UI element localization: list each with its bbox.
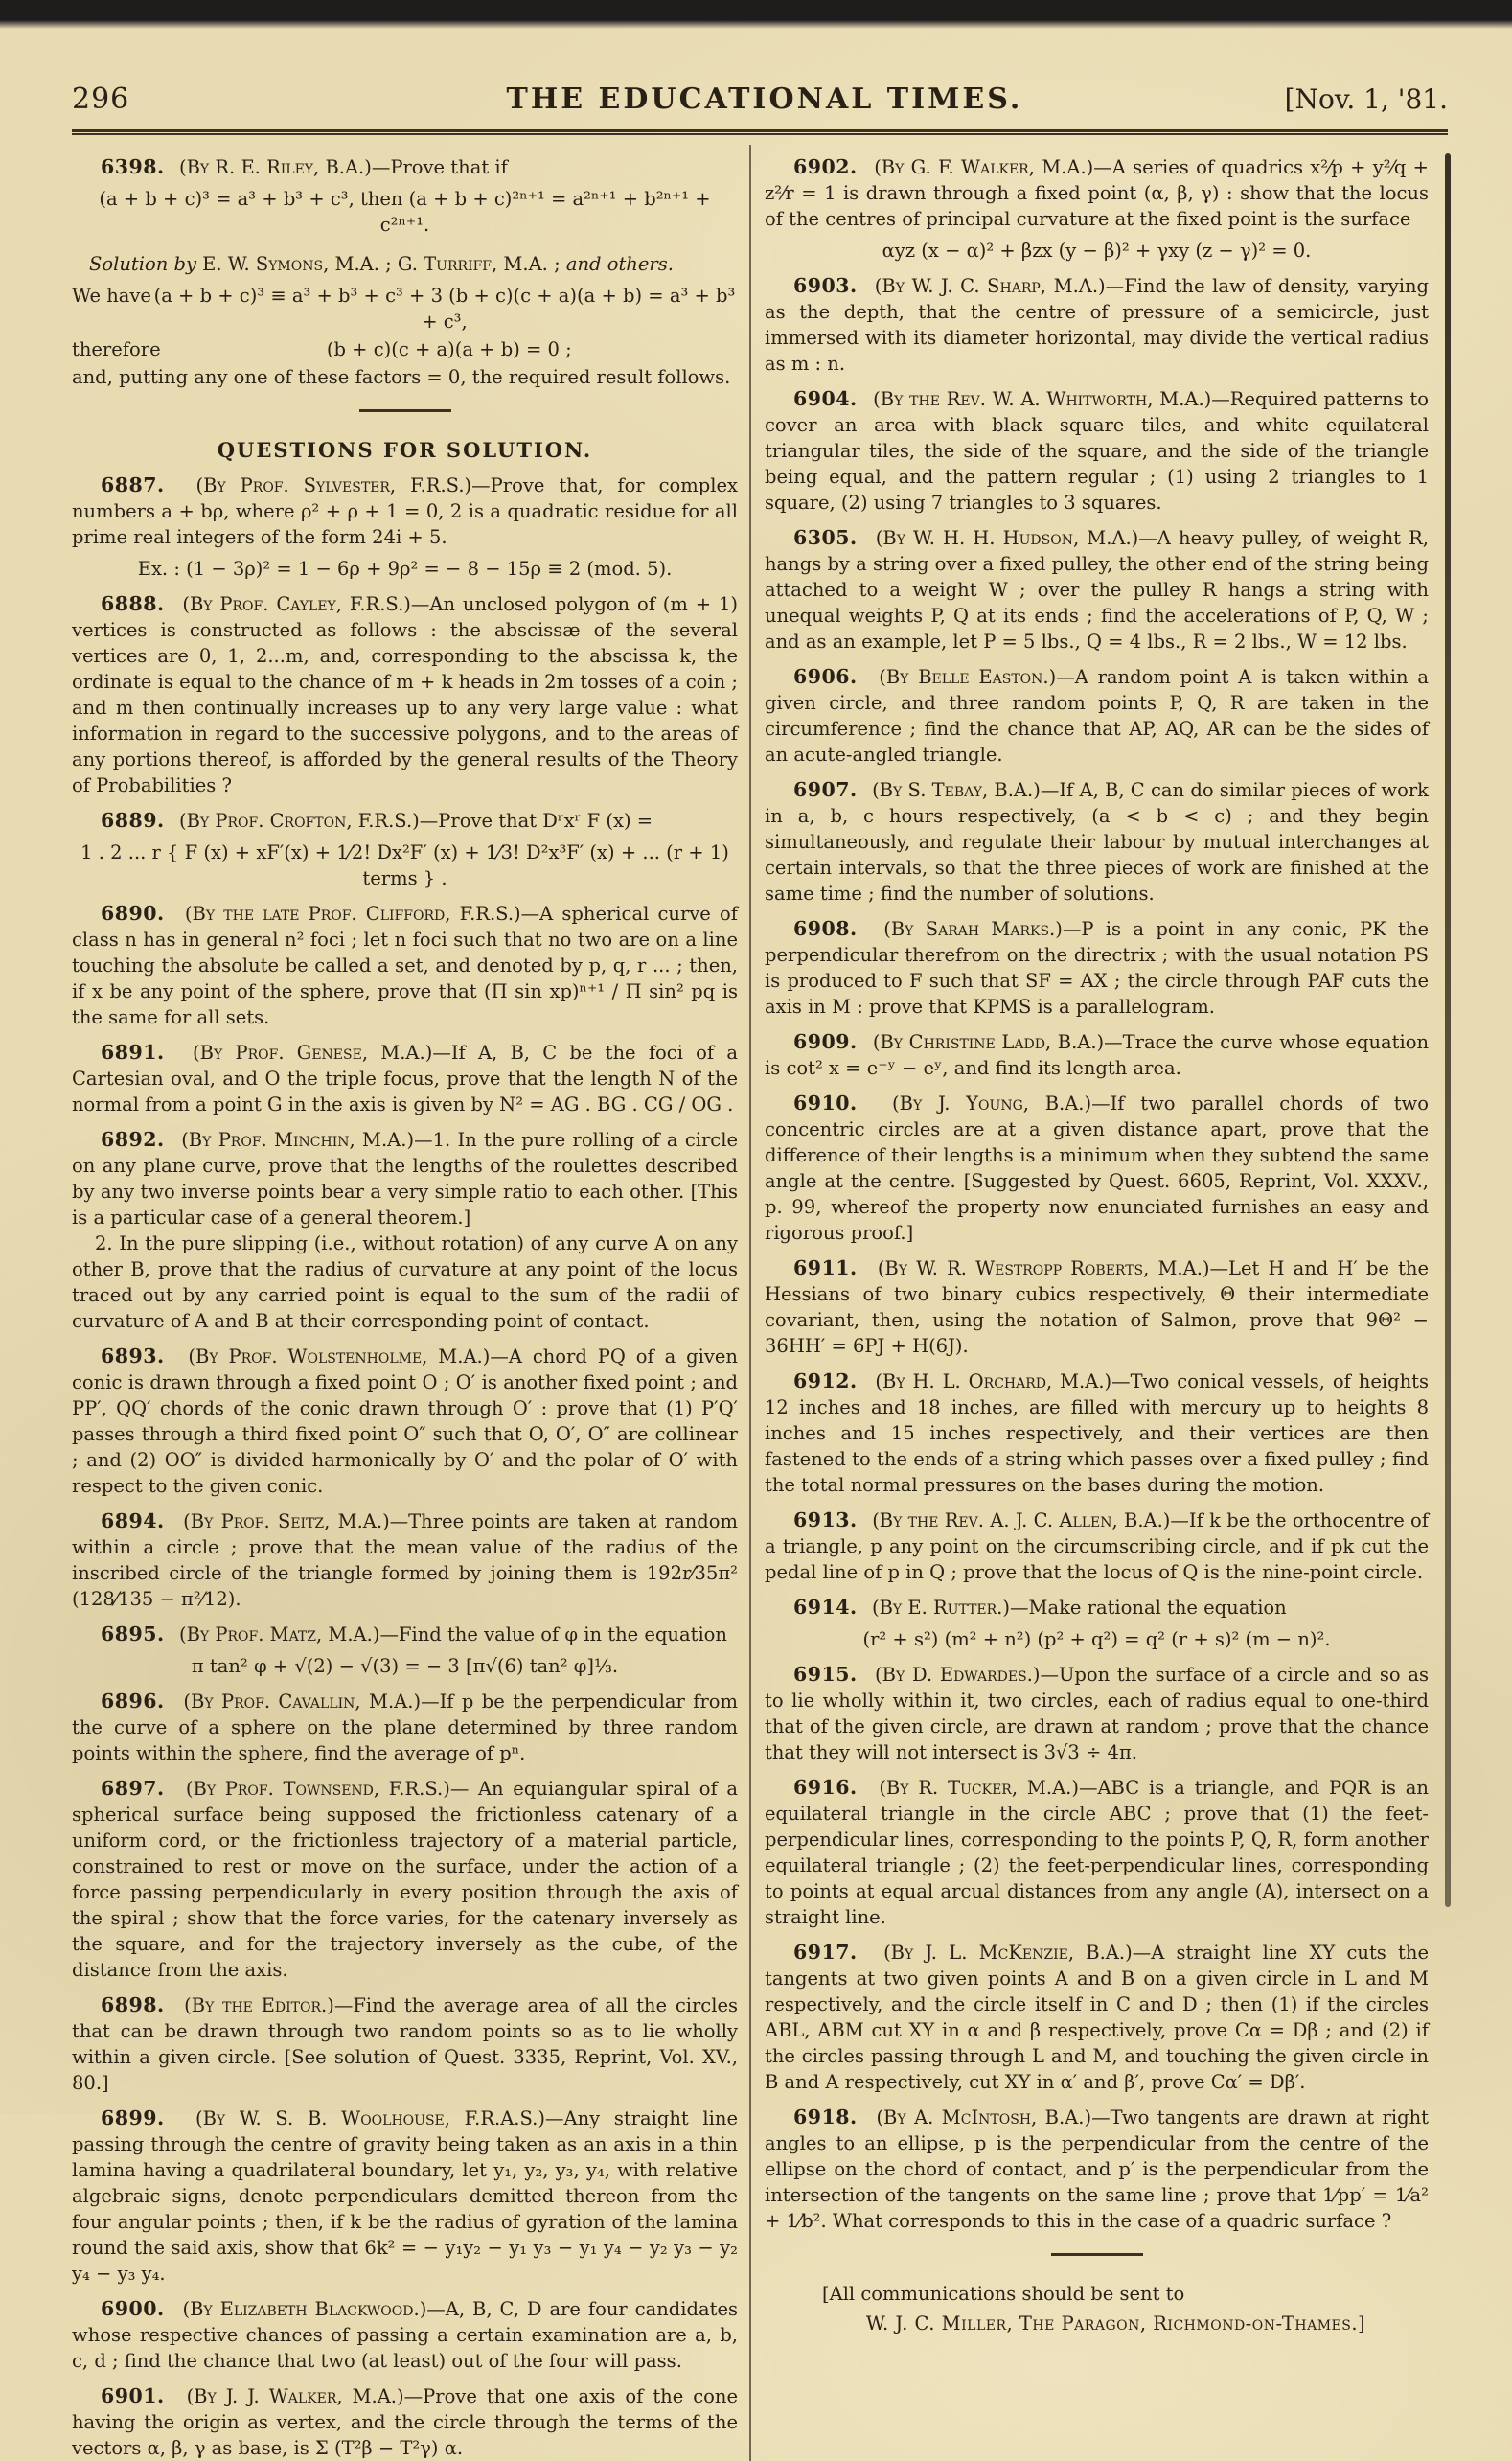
question-body: —Prove that one axis of the cone having the origin as vertex, and the circle through the terms of the vectors α, β, γ as base, is Σ (T²β − T²γ) α. xyxy=(72,2385,738,2459)
question-body: —Make rational the equation xyxy=(1009,1597,1287,1619)
question-author: (By R. E. Riley, B.A.) xyxy=(178,156,372,178)
question-author: (By W. R. Westropp Roberts, M.A.) xyxy=(877,1257,1210,1279)
question-author: (By Christine Ladd, B.A.) xyxy=(872,1031,1105,1053)
question-author: (By Prof. Wolstenholme, M.A.) xyxy=(188,1346,491,1368)
question-author: (By W. J. C. Sharp, M.A.) xyxy=(874,275,1106,297)
question-body: —Find the value of φ in the equation xyxy=(379,1623,727,1645)
question-number: 6912. xyxy=(793,1369,858,1392)
question-formula: (r² + s²) (m² + n²) (p² + q²) = q² (r + s)² (m − n)². xyxy=(862,1628,1331,1650)
solution-statement-formula: (a + b + c)³ = a³ + b³ + c³, then (a + b + c)²ⁿ⁺¹ = a²ⁿ⁺¹ + b²ⁿ⁺¹ + c²ⁿ⁺¹. xyxy=(99,188,711,236)
question-author: (By J. Young, B.A.) xyxy=(892,1092,1092,1115)
question-number: 6893. xyxy=(101,1345,165,1368)
question-author: (By H. L. Orchard, M.A.) xyxy=(875,1370,1112,1392)
question-item xyxy=(765,2104,1429,2234)
question-number: 6894. xyxy=(101,1509,165,1532)
question-number: 6891. xyxy=(101,1041,165,1064)
question-author: (By Prof. Sylvester, F.R.S.) xyxy=(195,474,472,496)
question-body: —If k be the orthocentre of a triangle, p any point on the circumscribing circle, and if pk cut the pedal line of p in Q ; prove that the locus of Q is the nine-point circle. xyxy=(765,1509,1429,1583)
question-number: 6901. xyxy=(101,2384,165,2407)
question-item xyxy=(72,2105,738,2287)
question-item xyxy=(72,1344,738,1499)
solution-line-3: and, putting any one of these factors = 0, the required result follows. xyxy=(72,366,731,388)
question-number: 6903. xyxy=(793,274,858,297)
question-item xyxy=(765,1029,1429,1081)
question-item xyxy=(72,1622,738,1679)
question-author: (By D. Edwardes.) xyxy=(875,1664,1041,1686)
question-body: —ABC is a triangle, and PQR is an equilateral triangle in the circle ABC ; prove that (1) the feet-perpendicular lines, corresponding to the points P, Q, R, form another equilateral triangle ; (2) the feet-perpendicular lines, corresponding to points at equal arcual distances from any angle (A), intersect on a straight line. xyxy=(765,1777,1429,1928)
question-number: 6908. xyxy=(793,917,858,940)
footer-divider-rule xyxy=(1051,2253,1143,2256)
question-body: —1. In the pure rolling of a circle on any plane curve, prove that the lengths of the roulettes described by any two inverse points bear a very simple ratio to each other. [This is a particular case of a general theorem.] xyxy=(72,1129,738,1229)
question-author: (By the late Prof. Clifford, F.R.S.) xyxy=(184,903,521,925)
question-author: (By R. Tucker, M.A.) xyxy=(879,1777,1079,1799)
question-item xyxy=(765,1507,1429,1585)
question-item xyxy=(765,525,1429,655)
section-divider-rule xyxy=(359,409,451,412)
page-date: [Nov. 1, '81. xyxy=(1284,83,1448,115)
footer-line-1: [All communications should be sent to xyxy=(822,2283,1185,2305)
question-body: —Prove that, for complex numbers a + bρ, where ρ² + ρ + 1 = 0, 2 is a quadratic residue for all prime real integers of the form 24i + 5. xyxy=(72,474,739,548)
question-formula: π tan² φ + √(2) − √(3) = − 3 [π√(6) tan² φ]⅓. xyxy=(191,1655,619,1677)
photo-top-edge xyxy=(0,0,1512,29)
question-body: —Upon the surface of a circle and so as to lie wholly within it, two circles, each of radius equal to one-third that of the given circle, are drawn at random ; prove that the chance that they will not intersect is 3√3 ÷ 4π. xyxy=(765,1664,1429,1763)
question-number: 6888. xyxy=(101,592,165,615)
question-author: (By J. L. McKenzie, B.A.) xyxy=(883,1942,1133,1964)
question-number: 6895. xyxy=(101,1622,165,1645)
question-author: (By E. Rutter.) xyxy=(871,1597,1010,1619)
solution-line2-formula: (b + c)(c + a)(a + b) = 0 ; xyxy=(326,338,572,360)
question-author: (By the Rev. W. A. Whitworth, M.A.) xyxy=(873,388,1212,410)
question-body: —A, B, C, D are four candidates whose respective chances of passing a certain examination are a, b, c, d ; find the chance that two (at least) out of the four will pass. xyxy=(72,2298,738,2372)
question-number: 6917. xyxy=(793,1941,858,1964)
questions-right-list xyxy=(765,154,1429,2234)
question-number: 6900. xyxy=(101,2297,165,2320)
question-number: 6914. xyxy=(793,1596,858,1619)
question-author: (By Prof. Genese, M.A.) xyxy=(193,1042,433,1064)
question-item xyxy=(765,154,1429,264)
question-number: 6899. xyxy=(101,2106,165,2129)
question-formula: αyz (x − α)² + βzx (y − β)² + γxy (z − γ)² = 0. xyxy=(882,240,1312,262)
question-author: (By Prof. Townsend, F.R.S.) xyxy=(185,1778,450,1800)
solution-line-1 xyxy=(72,283,738,334)
question-item xyxy=(72,2383,738,2461)
solution-line-2 xyxy=(72,336,738,362)
question-number: 6913. xyxy=(793,1508,858,1531)
question-item xyxy=(765,1368,1429,1498)
question-author: (By Prof. Matz, M.A.) xyxy=(178,1623,380,1645)
question-number: 6889. xyxy=(101,809,165,832)
page xyxy=(72,82,1448,2461)
question-item xyxy=(765,386,1429,516)
question-body: —If p be the perpendicular from the curve of a sphere on the plane determined by three random points within the sphere, find the average of pⁿ. xyxy=(72,1690,739,1764)
question-author: (By the Rev. A. J. C. Allen, B.A.) xyxy=(872,1509,1171,1531)
question-number: 6890. xyxy=(101,902,165,925)
question-formula: Ex. : (1 − 3ρ)² = 1 − 6ρ + 9ρ² = − 8 − 15ρ ≡ 2 (mod. 5). xyxy=(137,558,673,580)
question-number: 6887. xyxy=(101,473,165,496)
question-item xyxy=(765,916,1429,1020)
question-body: —Two conical vessels, of heights 12 inches and 18 inches, are filled with mercury up to heights 8 inches and 15 inches respectively, and their vertices are then fastened to the ends of a string which passes over a fixed pulley ; find the total normal pressures on the bases during the motion. xyxy=(765,1370,1430,1496)
question-number: 6902. xyxy=(793,155,858,178)
question-number: 6910. xyxy=(793,1092,858,1115)
question-author: (By Elizabeth Blackwood.) xyxy=(182,2298,427,2320)
question-body: —Prove that Dʳxʳ F (x) = xyxy=(419,810,653,832)
question-author: (By J. J. Walker, M.A.) xyxy=(186,2385,404,2407)
question-number: 6904. xyxy=(793,387,858,410)
solution-item-6398 xyxy=(72,154,738,390)
question-author: (By Prof. Seitz, M.A.) xyxy=(183,1510,390,1532)
question-item xyxy=(765,1775,1429,1930)
question-body: —A random point A is taken within a given circle, and three random points P, Q, R are taken in the circumference ; find the chance that AP, AQ, AR can be the sides of an acute-angled triangle. xyxy=(765,666,1430,766)
question-item xyxy=(765,1091,1429,1246)
left-column xyxy=(72,145,749,2461)
question-body: —A spherical curve of class n has in general n² foci ; let n foci such that no two are on a line touching the absolute be called a set, and denoted by p, q, r ... ; then, if x be any point of the sphere, prove that (Π sin xp)ⁿ⁺¹ / Π sin² pq is the same for all sets. xyxy=(72,903,738,1028)
communications-footer xyxy=(765,2281,1429,2336)
question-number: 6398. xyxy=(101,155,165,178)
question-number: 6911. xyxy=(793,1256,858,1279)
question-author: (By Belle Easton.) xyxy=(879,666,1057,688)
header-double-rule xyxy=(72,129,1448,135)
questions-left-list xyxy=(72,472,738,2461)
question-item xyxy=(765,777,1429,907)
solution-line1-label: We have xyxy=(72,285,151,307)
question-author: (By Prof. Cavallin, M.A.) xyxy=(183,1690,422,1713)
right-column xyxy=(751,145,1429,2461)
footer-line-2: W. J. C. Miller, The Paragon, Richmond-on-Thames.] xyxy=(865,2312,1366,2334)
question-number: 6915. xyxy=(793,1663,858,1686)
question-item xyxy=(72,808,738,891)
question-item xyxy=(72,1776,738,1983)
question-item xyxy=(765,1662,1429,1765)
question-number: 6918. xyxy=(793,2105,858,2128)
question-body: —Find the average area of all the circles that can be drawn through two random points so as to lie wholly within a given circle. [See solution of Quest. 3335, Reprint, Vol. XV., 80.] xyxy=(72,1994,738,2094)
question-body: —If two parallel chords of two concentric circles are at a given distance apart, prove that the difference of their lengths is a minimum when they subtend the same angle at the centre. [Suggested by Quest. 6605, Reprint, Vol. XXXV., p. 99, whereof the property now enunciated furnishes an easy and rigorous proof.] xyxy=(765,1092,1429,1244)
page-title: THE EDUCATIONAL TIMES. xyxy=(506,82,1023,116)
two-column-body xyxy=(72,145,1448,2461)
question-body: —If A, B, C can do similar pieces of work in a, b, c hours respectively, (a < b < c) ; and they begin simultaneously, and regulate their labour by mutual interchanges at certain intervals, so that the three pieces of work are finished at the same time ; find the number of solutions. xyxy=(765,779,1429,905)
question-author: (By W. S. B. Woolhouse, F.R.A.S.) xyxy=(195,2107,545,2129)
page-header xyxy=(72,82,1448,116)
solution-by-prefix: Solution by xyxy=(89,253,203,275)
question-item xyxy=(72,1508,738,1612)
question-body: —Two tangents are drawn at right angles to an ellipse, p is the perpendicular from the centre of the ellipse on the chord of contact, and p′ is the perpendicular from the intersection of the tangents on the same line ; prove that 1⁄pp′ = 1⁄a² + 1⁄b². What corresponds to this in the case of a quadric surface ? xyxy=(765,2106,1429,2232)
question-author: (By Prof. Minchin, M.A.) xyxy=(181,1129,415,1151)
question-item xyxy=(72,1992,738,2096)
question-body: —Let H and H′ be the Hessians of two binary cubics respectively, Θ their intermediate covariant, then, using the notation of Salmon, prove that 9Θ² − 36HH′ = 6PJ + H(6J). xyxy=(765,1257,1429,1357)
question-formula: 1 . 2 ... r { F (x) + xF′(x) + 1⁄2! Dx²F′ (x) + 1⁄3! D²x³F′ (x) + ... (r + 1) terms } . xyxy=(80,841,729,889)
question-item xyxy=(765,1255,1429,1359)
question-body2: 2. In the pure slipping (i.e., without rotation) of any curve A on any other B, prove that the radius of curvature at any point of the locus traced out by any carried point is equal to the sum of the radii of curvature of A and B at their corresponding point of contact. xyxy=(72,1232,738,1332)
question-body: —An unclosed polygon of (m + 1) vertices is constructed as follows : the abscissæ of the several vertices are 0, 1, 2...m, and, corresponding to the abscissa k, the ordinate is equal to the chance of m + k heads in 2m tosses of a coin ; and m then continually increases up to any very large value : what information in regard to the successive polygons, and to the areas of any portions thereof, is afforded by the general results of the Theory of Probabilities ? xyxy=(72,593,739,796)
question-intro: —Prove that if xyxy=(371,156,508,178)
question-number: 6907. xyxy=(793,778,858,801)
solution-byline xyxy=(72,251,738,277)
question-body: —Trace the curve whose equation is cot² x = e⁻ʸ − eʸ, and find its length area. xyxy=(765,1031,1430,1079)
question-body: —If A, B, C be the foci of a Cartesian oval, and O the triple focus, prove that the length N of the normal from a point G in the axis is given by N² = AG . BG . CG / OG . xyxy=(72,1042,738,1116)
question-number: 6906. xyxy=(793,665,858,688)
question-item xyxy=(765,1595,1429,1652)
question-body: —A series of quadrics x²⁄p + y²⁄q + z²⁄r = 1 is drawn through a fixed point (α, β, γ) : show that the locus of the centres of principal curvature at the fixed point is the surface xyxy=(765,156,1429,230)
question-body: —Any straight line passing through the centre of gravity being taken as an axis in a thin lamina having a quadrilateral boundary, let y₁, y₂, y₃, y₄, with relative algebraic signs, denote perpendiculars demitted thereon from the four angular points ; then, if k be the radius of gyration of the lamina round the said axis, show that 6k² = − y₁y₂ − y₁ y₃ − y₁ y₄ − y₂ y₃ − y₂ y₄ − y₃ y₄. xyxy=(72,2107,739,2285)
question-number: 6916. xyxy=(793,1776,858,1799)
page-number: 296 xyxy=(72,82,130,116)
solution-line2-label: therefore xyxy=(72,338,161,360)
question-number: 6896. xyxy=(101,1690,165,1713)
question-author: (By Prof. Cayley, F.R.S.) xyxy=(182,593,411,615)
question-item xyxy=(765,1940,1429,2095)
solution-line1-formula: (a + b + c)³ ≡ a³ + b³ + c³ + 3 (b + c)(c + a)(a + b) = a³ + b³ + c³, xyxy=(153,285,736,333)
question-item xyxy=(72,1040,738,1117)
question-body: —Three points are taken at random within a circle ; prove that the mean value of the radius of the inscribed circle of the triangle formed by joining them is 192r⁄35π² (128⁄135 − π²⁄12). xyxy=(72,1510,738,1610)
question-body: —A chord PQ of a given conic is drawn through a fixed point O ; O′ is another fixed point ; and PP′, QQ′ chords of the conic drawn through O′ : prove that (1) P′Q′ passes through a third fixed point O″ such that O, O′, O″ are collinear ; and (2) OO″ is divided harmonically by O′ and the polar of O′ with respect to the given conic. xyxy=(72,1346,738,1497)
question-body: — An equiangular spiral of a spherical surface being supposed the frictionless catenary of a uniform cord, or the frictionless trajectory of a material particle, constrained to rest or move on the surface, under the action of a force passing perpendicularly in every position through the axis of the spiral ; show that the force varies, for the catenary inversely as the square, and for the trajectory inversely as the cube, of the distance from the axis. xyxy=(72,1778,739,1981)
question-item xyxy=(72,472,738,582)
question-author: (By G. F. Walker, M.A.) xyxy=(874,156,1094,178)
question-item xyxy=(72,1127,738,1334)
question-body: —A heavy pulley, of weight R, hangs by a string over a fixed pulley, the other end of the string being attached to a weight W ; over the pulley R hangs a string with unequal weights P, Q at its ends ; find the accelerations of P, Q, W ; and as an example, let P = 5 lbs., Q = 4 lbs., R = 2 lbs., W = 12 lbs. xyxy=(765,527,1429,653)
question-author: (By W. H. H. Hudson, M.A.) xyxy=(875,527,1139,549)
question-author: (By A. McIntosh, B.A.) xyxy=(876,2106,1092,2128)
question-author: (By Sarah Marks.) xyxy=(883,918,1063,940)
question-number: 6305. xyxy=(793,526,858,549)
section-title: QUESTIONS FOR SOLUTION. xyxy=(217,438,593,462)
question-author: (By Prof. Crofton, F.R.S.) xyxy=(178,810,420,832)
solution-by-names: E. W. Symons, M.A. ; G. Turriff, M.A. ; xyxy=(202,253,566,275)
question-author: (By the Editor.) xyxy=(184,1994,334,2016)
question-body: —P is a point in any conic, PK the perpendicular therefrom on the directrix ; with the usual notation PS is produced to F such that SF = AX ; the circle through PAF cuts the axis in M : prove that KPMS is a parallelogram. xyxy=(765,918,1429,1018)
question-author: (By S. Tebay, B.A.) xyxy=(872,779,1041,801)
question-item xyxy=(72,2296,738,2374)
question-number: 6892. xyxy=(101,1128,165,1151)
question-item xyxy=(765,664,1429,768)
question-body: —A straight line XY cuts the tangents at two given points A and B on a given circle in L and M respectively, and the circle itself in C and D ; then (1) if the circles ABL, ABM cut XY in α and β respectively, prove Cα = Dβ ; and (2) if the circles passing through L and M, and touching the given circle in B and A respectively, cut XY in α′ and β′, prove Cα′ = Dβ′. xyxy=(765,1942,1429,2093)
question-number: 6898. xyxy=(101,1993,165,2016)
question-item xyxy=(72,1689,738,1766)
question-body: —Required patterns to cover an area with black square tiles, and white equilateral triangular tiles, the side of the square, and the side of the triangle being equal, and the pattern regular ; (1) using 2 triangles to 1 square, (2) using 7 triangles to 3 squares. xyxy=(765,388,1429,514)
question-number: 6909. xyxy=(793,1030,858,1053)
question-item xyxy=(72,901,738,1030)
question-item xyxy=(72,591,738,798)
solution-by-suffix: and others. xyxy=(565,253,674,275)
question-item xyxy=(765,273,1429,377)
question-body: —Find the law of density, varying as the depth, that the centre of pressure of a semicircle, just immersed with its diameter horizontal, may divide the vertical radius as m : n. xyxy=(765,275,1429,375)
question-number: 6897. xyxy=(101,1777,165,1800)
